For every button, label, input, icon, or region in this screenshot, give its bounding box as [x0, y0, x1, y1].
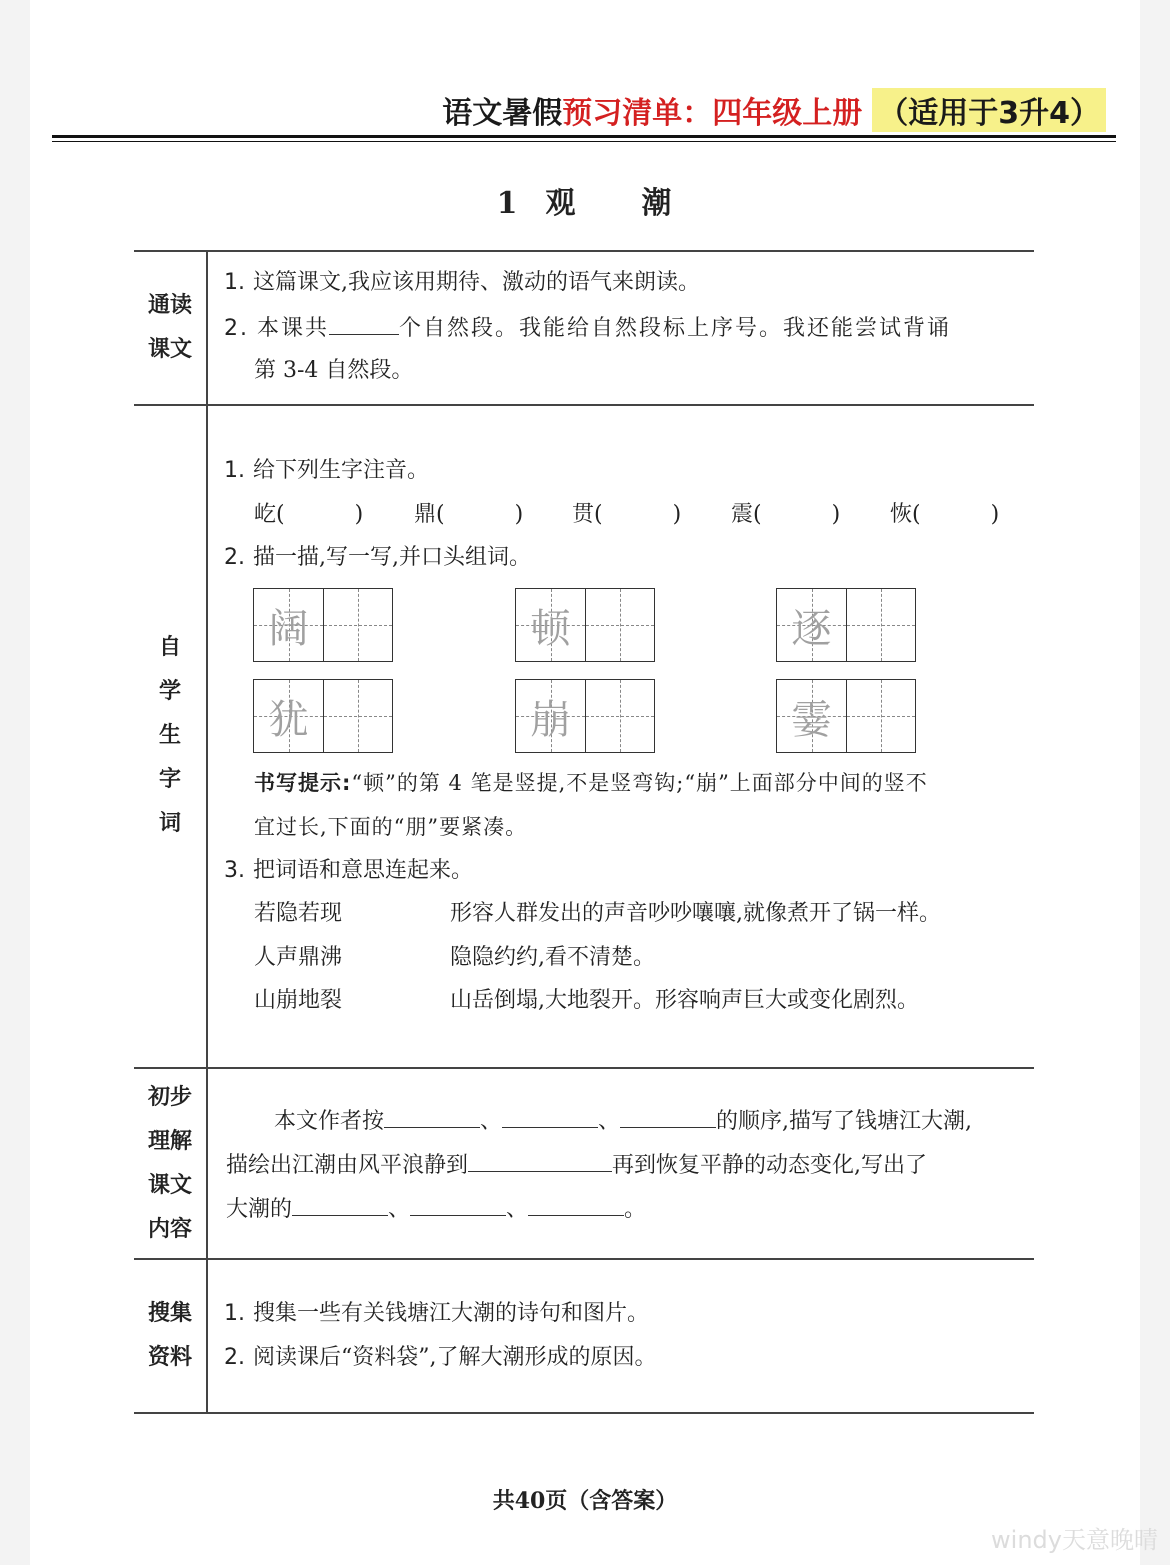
- lesson-number: 1: [496, 186, 520, 221]
- match-word[interactable]: 山崩地裂: [254, 988, 343, 1013]
- section-label-self-study: 自 学 生 字 词: [158, 635, 181, 836]
- feature-blank-3[interactable]: [528, 1193, 624, 1216]
- lesson-title-char2: 潮: [641, 186, 674, 221]
- writing-grid[interactable]: [515, 588, 655, 662]
- section-label-collect: 搜集 资料: [147, 1301, 192, 1370]
- writing-grid[interactable]: [253, 588, 393, 662]
- self-study-q3: 3. 把词语和意思连起来。: [224, 858, 474, 883]
- order-blank-2[interactable]: [502, 1105, 598, 1128]
- match-meaning[interactable]: 隐隐约约,看不清楚。: [450, 945, 655, 970]
- table-top-border: [134, 250, 1034, 252]
- header-part3: （适用于3升4）: [872, 88, 1106, 132]
- pinyin-item-5[interactable]: 恢( ): [890, 502, 1000, 527]
- read-item-1: 1. 这篇课文,我应该用期待、激动的语气来朗读。: [224, 270, 700, 295]
- understand-line-2: 描绘出江潮由风平浪静到 再到恢复平静的动态变化,写出了: [226, 1149, 927, 1181]
- read-item-2: 2. 本课共 个自然段。我能给自然段标上序号。我还能尝试背诵: [224, 312, 951, 344]
- feature-blank-1[interactable]: [292, 1193, 388, 1216]
- header-rule-thick: [52, 135, 1116, 138]
- header-part1: 语文暑假: [442, 96, 563, 131]
- understand-line-3: 大潮的 、 、 。: [226, 1193, 646, 1225]
- table-divider-3: [134, 1258, 1034, 1260]
- match-word[interactable]: 若隐若现: [254, 901, 343, 926]
- order-blank-1[interactable]: [384, 1105, 480, 1128]
- self-study-q2: 2. 描一描,写一写,并口头组词。: [224, 545, 531, 570]
- order-blank-3[interactable]: [620, 1105, 716, 1128]
- page-header: [442, 88, 1106, 132]
- section-label-understand: 初步 理解 课文 内容: [147, 1085, 192, 1242]
- pinyin-item-4[interactable]: 震( ): [731, 502, 841, 527]
- match-meaning[interactable]: 山岳倒塌,大地裂开。形容响声巨大或变化剧烈。: [450, 988, 919, 1013]
- header-rule-thin: [52, 141, 1116, 142]
- table-label-divider: [206, 250, 208, 1413]
- table-divider-1: [134, 404, 1034, 406]
- paragraph-count-blank[interactable]: [329, 312, 399, 335]
- writing-grid[interactable]: [776, 679, 916, 753]
- writing-tip-label: 书写提示:: [254, 771, 352, 795]
- lesson-title-char1: 观: [545, 186, 578, 221]
- trace-char: 霎: [791, 696, 832, 743]
- collect-item-1: 1. 搜集一些有关钱塘江大潮的诗句和图片。: [224, 1301, 650, 1326]
- understand-line-1: 本文作者按 、 、 的顺序,描写了钱塘江大潮,: [274, 1105, 972, 1137]
- match-word[interactable]: 人声鼎沸: [254, 945, 343, 970]
- table-bottom-border: [134, 1412, 1034, 1414]
- trace-char: 崩: [530, 696, 571, 743]
- table-divider-2: [134, 1067, 1034, 1069]
- page-footer: 共40页（含答案）: [492, 1488, 678, 1514]
- lesson-title: [30, 178, 1140, 222]
- change-blank[interactable]: [468, 1149, 612, 1172]
- writing-grid[interactable]: [515, 679, 655, 753]
- match-meaning[interactable]: 形容人群发出的声音吵吵嚷嚷,就像煮开了锅一样。: [450, 901, 941, 926]
- trace-char: 逐: [791, 605, 832, 652]
- self-study-q1: 1. 给下列生字注音。: [224, 458, 430, 483]
- feature-blank-2[interactable]: [410, 1193, 506, 1216]
- pinyin-item-3[interactable]: 贯( ): [572, 502, 682, 527]
- watermark: windy天意晚晴: [991, 1526, 1158, 1554]
- writing-tip-line2: 宜过长,下面的“朋”要紧凑。: [254, 815, 528, 839]
- writing-tip-line1: 书写提示:“顿”的第 4 笔是竖提,不是竖弯钩;“崩”上面部分中间的竖不: [254, 771, 928, 795]
- read-item-2-cont: 第 3-4 自然段。: [254, 358, 414, 383]
- pinyin-item-2[interactable]: 鼎( ): [414, 502, 524, 527]
- pinyin-item-1[interactable]: 屹( ): [254, 502, 364, 527]
- trace-char: 犹: [268, 696, 309, 743]
- worksheet-page: [30, 0, 1140, 1565]
- section-label-read: 通读 课文: [147, 293, 192, 362]
- collect-item-2: 2. 阅读课后“资料袋”,了解大潮形成的原因。: [224, 1345, 657, 1370]
- writing-grid[interactable]: [253, 679, 393, 753]
- header-part2: 预习清单：四年级上册: [562, 96, 863, 131]
- trace-char: 阔: [268, 605, 309, 652]
- writing-grid[interactable]: [776, 588, 916, 662]
- trace-char: 顿: [530, 605, 571, 652]
